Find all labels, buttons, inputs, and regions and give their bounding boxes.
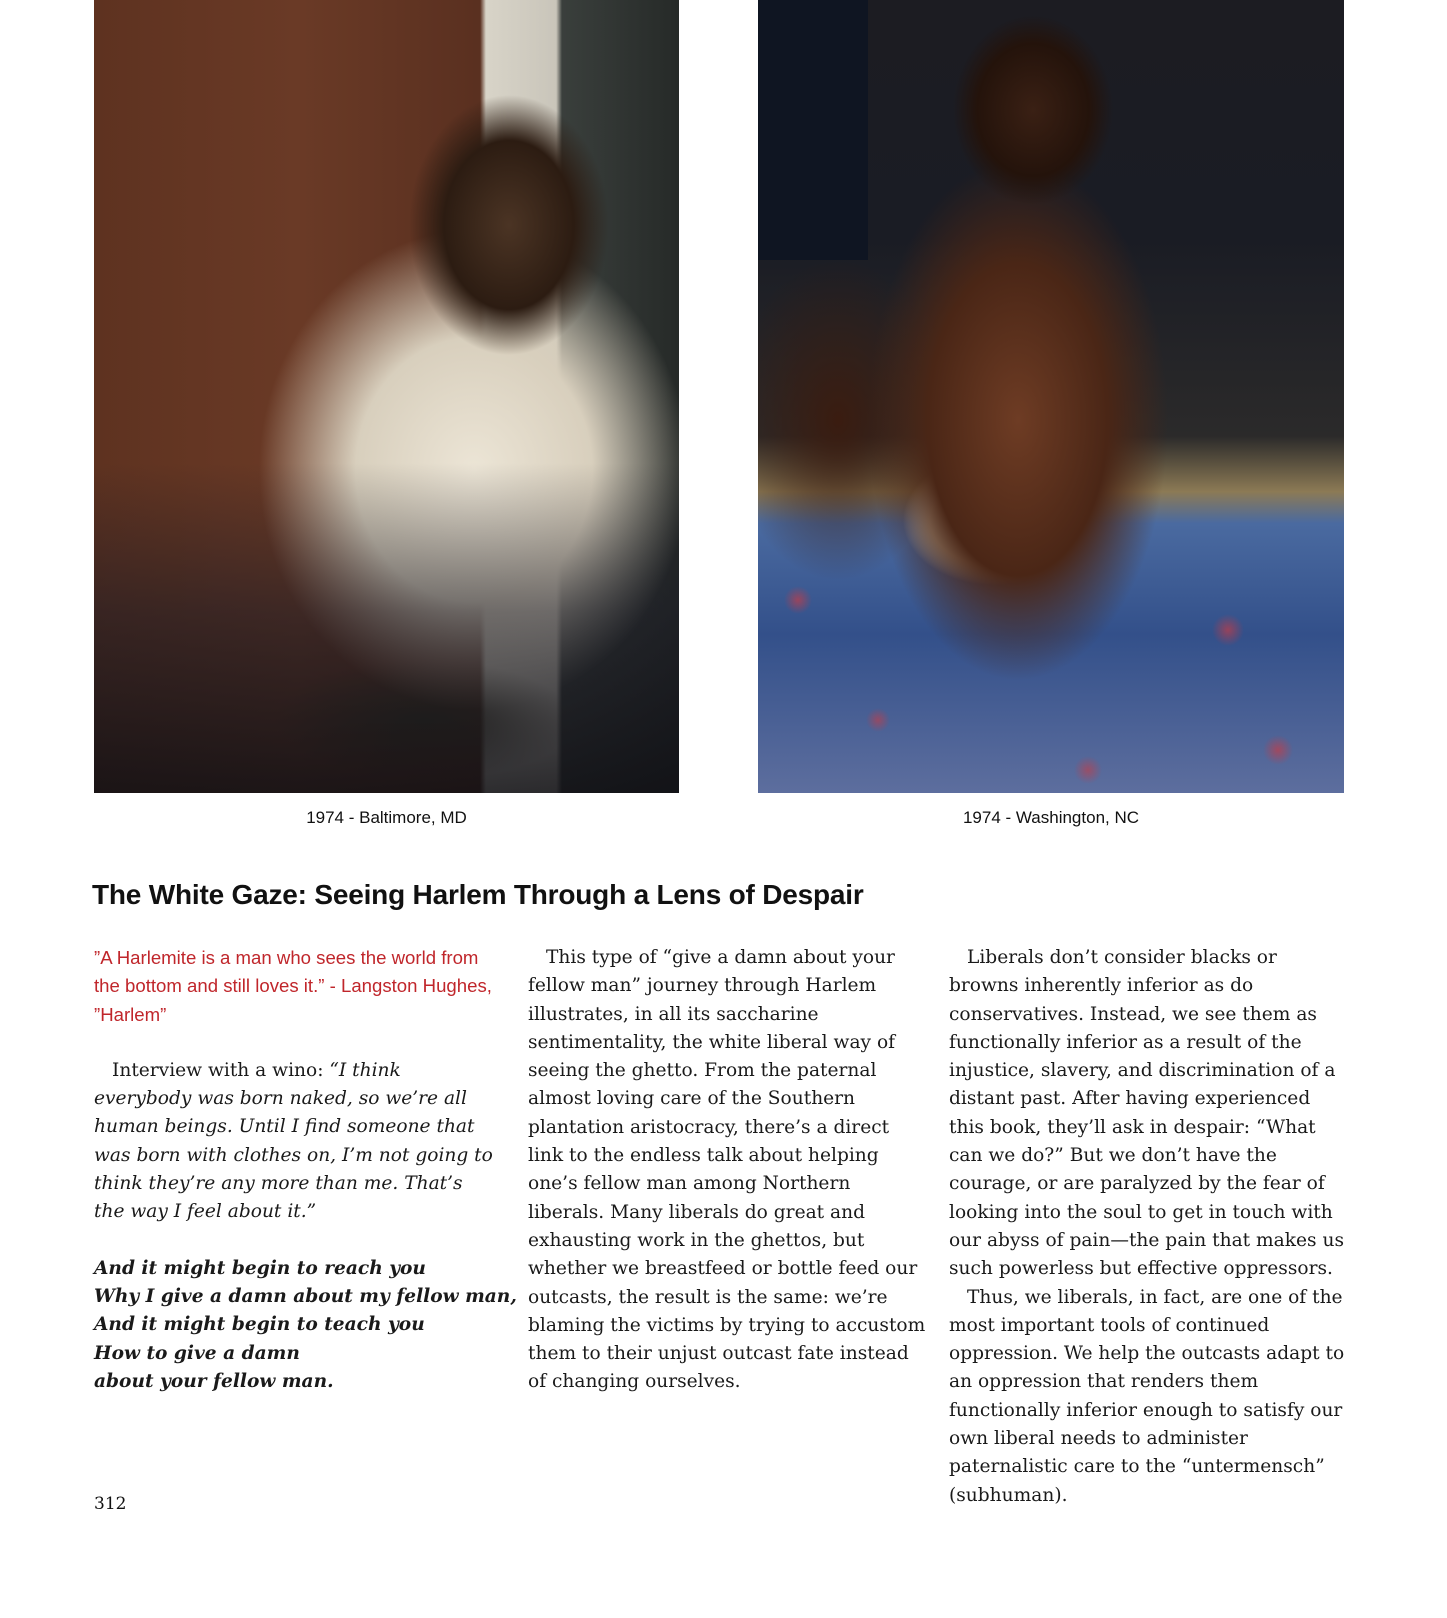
epigraph-quote: ”A Harlemite is a man who sees the world from the bottom and still loves it.” - Langston Hughes, ”Harlem” xyxy=(94,947,492,1025)
lyric-line: And it might begin to reach you xyxy=(94,1257,426,1279)
interview-lead: Interview with a wino: xyxy=(112,1059,330,1081)
lyric-line: Why I give a damn about my fellow man, xyxy=(94,1285,517,1307)
lyric-line: And it might begin to teach you xyxy=(94,1314,425,1336)
song-lyrics xyxy=(94,1255,517,1396)
interview-paragraph xyxy=(94,1057,494,1227)
body-paragraph: Liberals don’t consider blacks or browns inherently inferior as do conservatives. Instead, we see them as functionally inferior as a result of the injustice, slavery, and discrimination of a distant past. After having experienced this book, they’ll ask in despair: “What can we do?” But we don’t have the courage, or are paralyzed by the fear of looking into the soul to get in touch with our abyss of pain—the pain that makes us such powerless but effective oppressors. xyxy=(949,947,1344,1280)
section-heading: The White Gaze: Seeing Harlem Through a Lens of Despair xyxy=(92,879,864,910)
body-paragraph: This type of “give a damn about your fellow man” journey through Harlem illustrates, in all its saccharine sentimentality, the white liberal way of seeing the ghetto. From the paternal almost loving care of the Southern plantation aristocracy, there’s a direct link to the endless talk about helping one’s fellow man among Northern liberals. Many liberals do great and exhausting work in the ghettos, but whether we breastfeed or bottle feed our outcasts, the result is the same: we’re blaming the victims by trying to accustom them to their unjust outcast fate instead of changing ourselves. xyxy=(528,947,926,1393)
column-2 xyxy=(528,944,928,1397)
child-portrait-photo xyxy=(758,0,1344,793)
photo-caption-right: 1974 - Washington, NC xyxy=(962,808,1140,827)
column-3 xyxy=(949,944,1349,1510)
lyric-line: about your fellow man. xyxy=(94,1370,334,1392)
photo-caption-left: 1974 - Baltimore, MD xyxy=(306,808,467,827)
page-number: 312 xyxy=(94,1494,127,1514)
interview-quote: “I think everybody was born naked, so we’re all human beings. Until I find someone that was born with clothes on, I’m not going to think they’re any more than me. That’s the way I feel about it.” xyxy=(94,1059,493,1223)
man-portrait-photo xyxy=(94,0,679,793)
body-paragraph: Thus, we liberals, in fact, are one of the most important tools of continued oppression. We help the outcasts adapt to an oppression that renders them functionally inferior enough to satisfy our own liberal needs to administer paternalistic care to the “untermensch” (subhuman). xyxy=(949,1286,1345,1506)
lyric-line: How to give a damn xyxy=(94,1342,300,1364)
column-1 xyxy=(94,944,517,1396)
